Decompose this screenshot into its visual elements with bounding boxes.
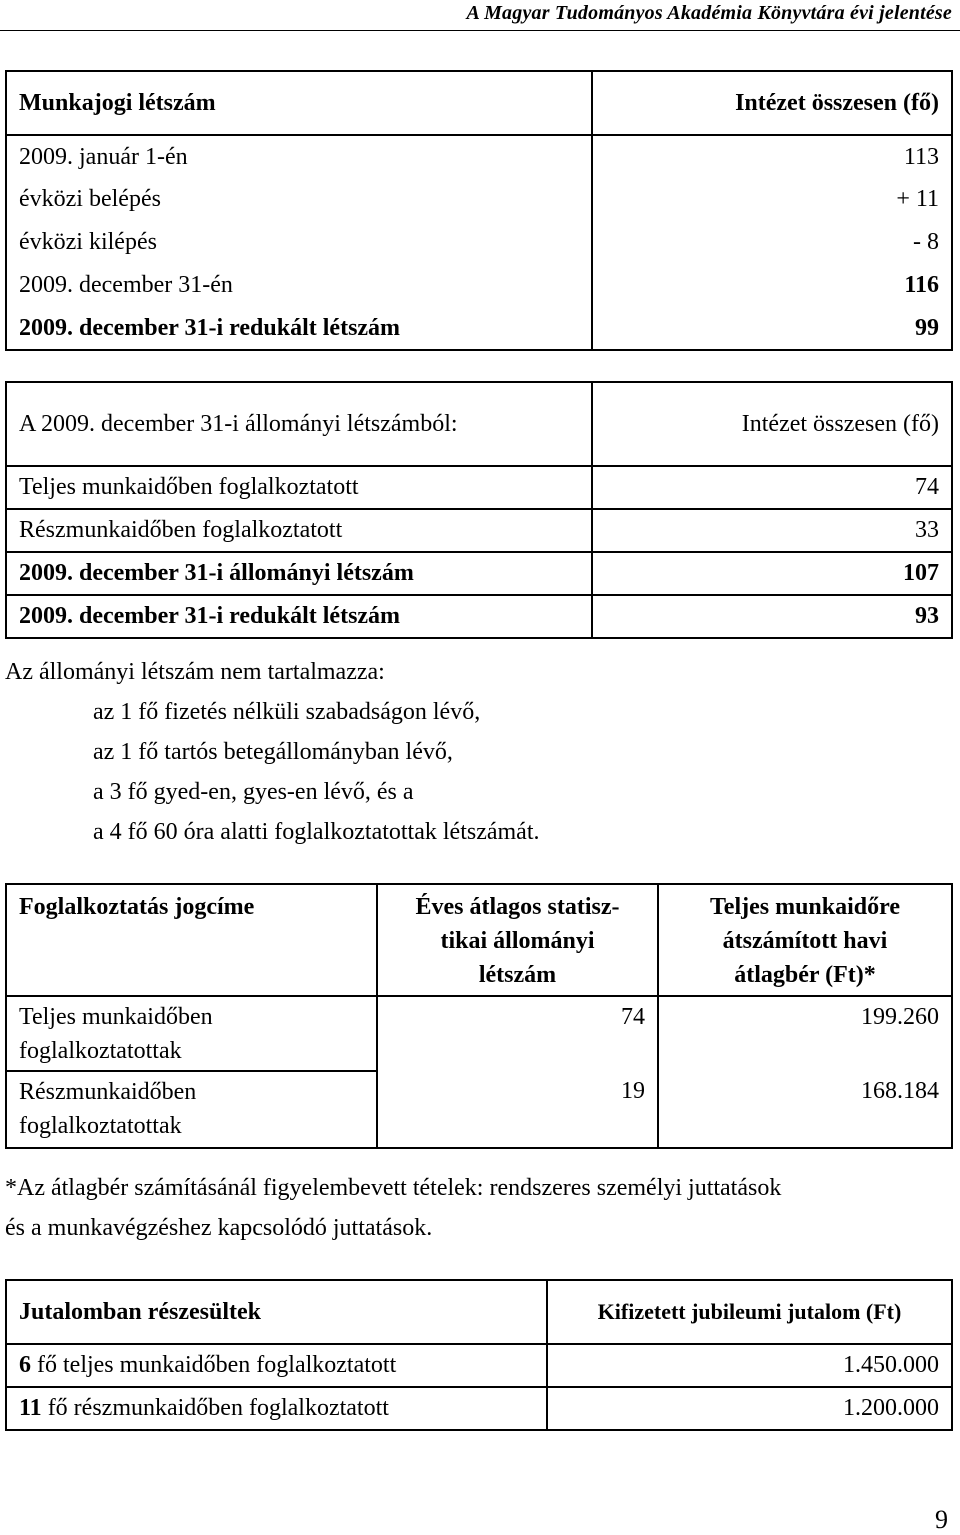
column-header: A 2009. december 31-i állományi létszámból: (6, 382, 592, 466)
table-row (6, 178, 952, 221)
table-row (6, 307, 952, 350)
header-line: átlagbér (Ft)* (734, 962, 876, 988)
header-line: átszámított havi (722, 928, 888, 954)
list-item: a 3 fő gyed-en, gyes-en lévő, és a (93, 779, 414, 805)
row-label: évközi kilépés (6, 221, 592, 264)
footnote-line: és a munkavégzéshez kapcsolódó juttatások. (5, 1215, 433, 1241)
wage-footnote (5, 1168, 955, 1248)
exclusion-list (93, 692, 540, 852)
row-value: + 11 (896, 186, 939, 212)
row-label: Részmunkaidőben foglalkoztatott (6, 509, 592, 552)
row-text: fő részmunkaidőben foglalkoztatott (41, 1395, 389, 1421)
table-row (6, 1344, 952, 1387)
table-row (6, 466, 952, 509)
row-amount: 1.200.000 (843, 1395, 939, 1421)
running-header (0, 0, 960, 31)
label-line: foglalkoztatottak (19, 1113, 182, 1139)
table-header-row (6, 1280, 952, 1344)
row-count: 19 (377, 1071, 658, 1148)
row-value: 107 (592, 552, 952, 595)
exclusion-note-intro: Az állományi létszám nem tartalmazza: (5, 659, 385, 685)
label-line: Részmunkaidőben (19, 1079, 197, 1105)
table-row (6, 509, 952, 552)
table-row (6, 1387, 952, 1430)
row-value: 99 (915, 314, 939, 341)
row-label (6, 1344, 547, 1387)
table-header-row (6, 884, 952, 996)
table-row (6, 552, 952, 595)
row-wage: 199.260 (861, 1004, 939, 1030)
row-value: 33 (592, 509, 952, 552)
row-value: 74 (592, 466, 952, 509)
row-label: 2009. december 31-én (6, 264, 592, 307)
row-value: 93 (592, 595, 952, 638)
header-line: létszám (478, 962, 557, 988)
label-line: foglalkoztatottak (19, 1038, 182, 1064)
label-line: Teljes munkaidőben (19, 1004, 213, 1030)
row-text: fő teljes munkaidőben foglalkoztatott (31, 1352, 397, 1378)
column-header: Munkajogi létszám (6, 71, 592, 135)
row-label: 2009. december 31-i redukált létszám (6, 595, 592, 638)
header-line: tikai állományi (440, 928, 595, 954)
row-label: 2009. december 31-i redukált létszám (6, 307, 592, 350)
row-wage: 168.184 (861, 1078, 939, 1104)
row-label: 2009. december 31-i állományi létszám (6, 552, 592, 595)
table-row (6, 595, 952, 638)
wage-table (5, 883, 953, 1149)
row-label: évközi belépés (6, 178, 592, 221)
table-row (6, 221, 952, 264)
row-value: - 8 (913, 229, 939, 255)
table-header-row (6, 71, 952, 135)
column-header: Kifizetett jubileumi jutalom (Ft) (547, 1280, 952, 1344)
page-number: 9 (935, 1505, 948, 1534)
column-header (658, 884, 952, 996)
row-value: 113 (903, 143, 939, 170)
table-row (6, 1071, 952, 1148)
row-value: 116 (904, 272, 939, 298)
column-header: Intézet összesen (fő) (592, 382, 952, 466)
list-item: a 4 fő 60 óra alatti foglalkoztatottak létszámát. (93, 819, 540, 845)
row-count: 11 (19, 1395, 42, 1421)
column-header: Foglalkoztatás jogcíme (6, 884, 377, 996)
row-count: 6 (19, 1352, 31, 1378)
column-header: Jutalomban részesültek (6, 1280, 547, 1344)
header-line: Teljes munkaidőre (709, 894, 901, 920)
header-line: Éves átlagos statisz- (415, 894, 620, 920)
row-label (6, 1071, 377, 1148)
row-label (6, 996, 377, 1071)
list-item: az 1 fő tartós betegállományban lévő, (93, 739, 453, 765)
table-row (6, 996, 952, 1071)
list-item: az 1 fő fizetés nélküli szabadságon lévő, (93, 699, 481, 725)
footnote-line: *Az átlagbér számításánál figyelembevett tételek: rendszeres személyi juttatások (5, 1175, 782, 1201)
bonus-table (5, 1279, 953, 1431)
table-row (6, 264, 952, 307)
staff-breakdown-table (5, 381, 953, 639)
table-header-row (6, 382, 952, 466)
row-count: 74 (377, 996, 658, 1071)
header-title: A Magyar Tudományos Akadémia Könyvtára évi jelentése (466, 2, 952, 24)
table-row (6, 135, 952, 178)
row-label: 2009. január 1-én (6, 135, 592, 178)
row-label: Teljes munkaidőben foglalkoztatott (6, 466, 592, 509)
row-label (6, 1387, 547, 1430)
row-amount: 1.450.000 (547, 1344, 952, 1387)
column-header (377, 884, 658, 996)
headcount-table (5, 70, 953, 351)
column-header: Intézet összesen (fő) (592, 71, 952, 135)
